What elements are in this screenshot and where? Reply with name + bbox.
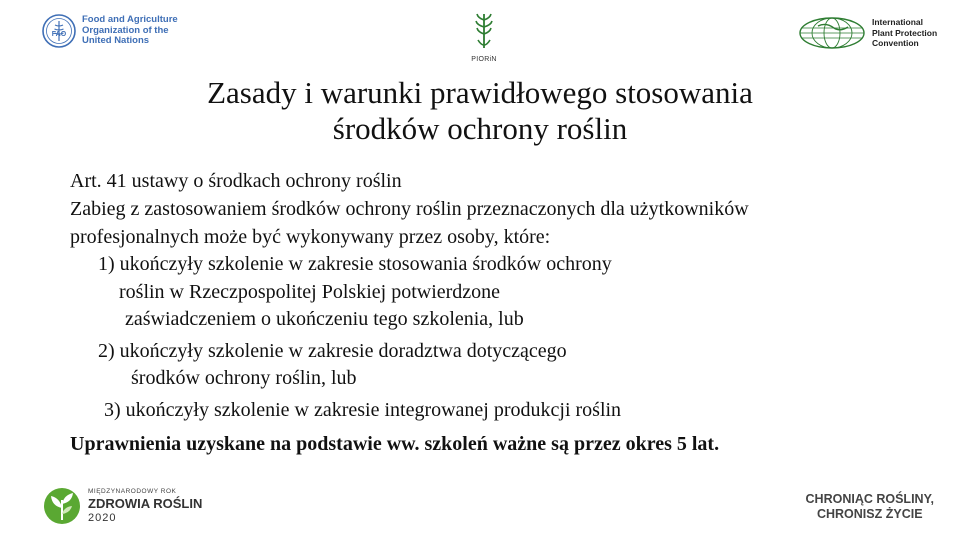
title-line: Zasady i warunki prawidłowego stosowania [207,75,753,110]
intro-text: profesjonalnych może być wykonywany przez osoby, które: [70,226,551,248]
list-item-continuation: środków ochrony roślin, lub [131,367,357,389]
footer-small-label: MIĘDZYNARODOWY ROK [88,487,177,495]
footer-year: 2020 [88,511,117,524]
ippc-name-line: Plant Protection [872,27,938,38]
validity-note: Uprawnienia uzyskane na podstawie ww. szkoleń ważne są przez okres 5 lat. [70,433,720,455]
page-title [0,75,960,147]
ippc-logo [798,16,937,50]
plant-health-year-text [88,488,202,525]
list-item-continuation: zaświadczeniem o ukończeniu tego szkolenia, lub [125,308,524,330]
plant-health-logo-icon [42,486,82,526]
ippc-name [872,17,937,49]
svg-text:FAO: FAO [51,31,67,38]
article-heading: Art. 41 ustawy o środkach ochrony roślin [70,170,402,192]
slogan-line: CHRONISZ ŻYCIE [816,507,923,521]
fao-name [82,15,178,47]
list-item: 1) ukończyły szkolenie w zakresie stosowania środków ochrony [98,253,612,275]
fao-logo [42,14,178,48]
slide-body [70,167,890,458]
ippc-name-line: Convention [872,38,919,49]
fao-emblem-icon [42,14,76,48]
list-item: 3) ukończyły szkolenie w zakresie integrowanej produkcji roślin [104,398,622,421]
ippc-name-line: International [872,17,924,28]
fao-name-line: Organization of the [82,24,169,36]
wheat-emblem-icon [466,10,502,50]
plant-health-year-logo [42,486,202,526]
intro-text: Zabieg z zastosowaniem środków ochrony roślin przeznaczonych dla użytkowników [70,198,749,220]
ippc-globe-icon [798,16,866,50]
campaign-slogan [806,492,934,522]
piorin-logo [466,10,502,63]
footer-big-label: ZDROWIA ROŚLIN [88,495,203,511]
title-line: środków ochrony roślin [332,111,628,146]
fao-name-line: Food and Agriculture [82,14,178,26]
piorin-label: PIORiN [471,56,497,63]
fao-name-line: United Nations [82,35,150,47]
list-item-continuation: roślin w Rzeczpospolitej Polskiej potwierdzone [119,280,501,303]
slogan-line: CHRONIĄC ROŚLINY, [805,492,934,506]
list-item: 2) ukończyły szkolenie w zakresie doradztwa dotyczącego [98,339,567,362]
requirements-list [70,251,890,424]
